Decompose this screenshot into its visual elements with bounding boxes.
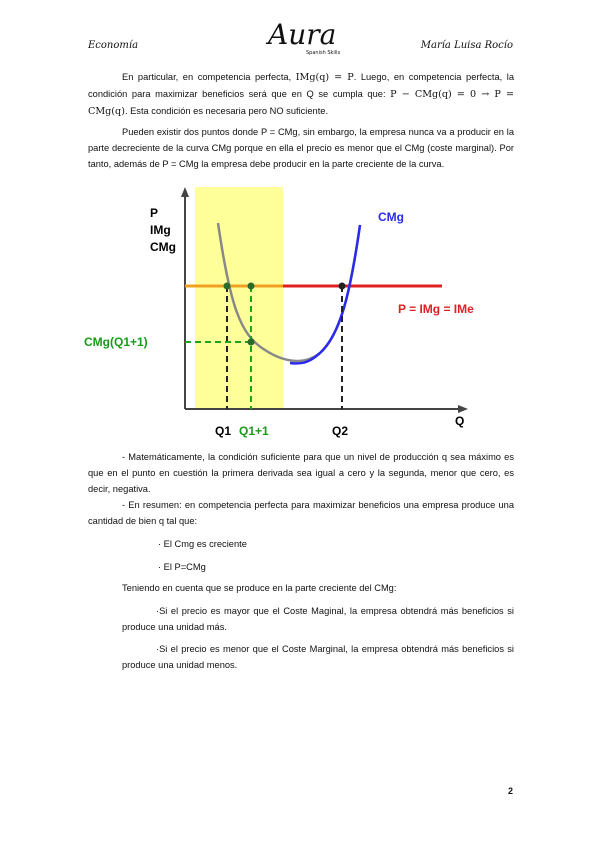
paragraph-2: Pueden existir dos puntos donde P = CMg, sin embargo, la empresa nunca va a producir en la parte decreciente de la curva CMg porque en ella el precio es menor que el CMg (coste marginal). Por tanto, además de P = CMg la empresa debe producir en la parte creciente de la curva. — [88, 127, 514, 169]
y-axis-arrow — [181, 187, 189, 197]
price-line-label: P = IMg = IMe — [398, 302, 474, 316]
paragraph-4: - En resumen: en competencia perfecta para maximizar beneficios una empresa produce una cantidad de bien q tal que: — [88, 500, 514, 526]
y-label-p: P — [150, 206, 159, 220]
profit-max-graph — [80, 185, 480, 447]
paragraph-5: Teniendo en cuenta que se produce en la parte creciente del CMg: — [122, 583, 397, 593]
point-q1plus — [248, 283, 255, 290]
p1-math-1: IMg(q) = P — [295, 72, 354, 83]
page-number: 2 — [508, 786, 514, 796]
cmg-curve-ascending — [320, 225, 360, 353]
tick-q1: Q1 — [215, 424, 232, 438]
logo-subtext: Spanish Skills — [306, 50, 341, 56]
p1-math-2: P − CMg(q) = 0 → P = CMg(q) — [88, 89, 514, 117]
header-author: María Luisa Rocío — [420, 40, 513, 51]
point-q1 — [224, 283, 231, 290]
paragraph-6: ·Si el precio es mayor que el Coste Maginal, la empresa obtendrá más beneficios si produce una unidad más. — [122, 606, 514, 632]
p1-text-2: . Luego, en competencia perfecta, la condición para maximizar beneficios será que en Q se cumpla que: — [88, 72, 514, 99]
y-label-cmg: CMg — [150, 240, 176, 254]
paragraph-7: ·Si el precio es menor que el Coste Marginal, la empresa obtendrá más beneficios si produce una unidad menos. — [122, 644, 514, 670]
p1-text-1: En particular, en competencia perfecta, — [122, 72, 296, 82]
header-subject: Economía — [88, 40, 139, 51]
bullet-2: · El P=CMg — [158, 562, 206, 572]
tick-q2: Q2 — [332, 424, 349, 438]
paragraph-3: - Matemáticamente, la condición suficiente para que un nivel de producción q sea máximo es que en el punto en cuestión la primera derivada sea igual a cero y la segunda, menor que cero, es decir, negativa. — [88, 452, 514, 494]
paragraph-1 — [88, 69, 514, 120]
logo-text: Aura — [268, 18, 337, 51]
cmg-q1-label: CMg(Q1+1) — [84, 335, 148, 349]
x-label-q: Q — [455, 414, 465, 428]
p1-text-3: . Esta condición es necesaria pero NO suficiente. — [124, 106, 329, 116]
x-axis-arrow — [458, 405, 468, 413]
y-label-img: IMg — [150, 223, 171, 237]
point-cmg-q1 — [248, 339, 255, 346]
highlight-band — [195, 187, 283, 409]
curve-label: CMg — [378, 210, 404, 224]
aura-logo — [262, 14, 352, 60]
tick-q1plus: Q1+1 — [239, 424, 269, 438]
bullet-1: · El Cmg es creciente — [158, 539, 247, 549]
point-q2 — [339, 283, 346, 290]
